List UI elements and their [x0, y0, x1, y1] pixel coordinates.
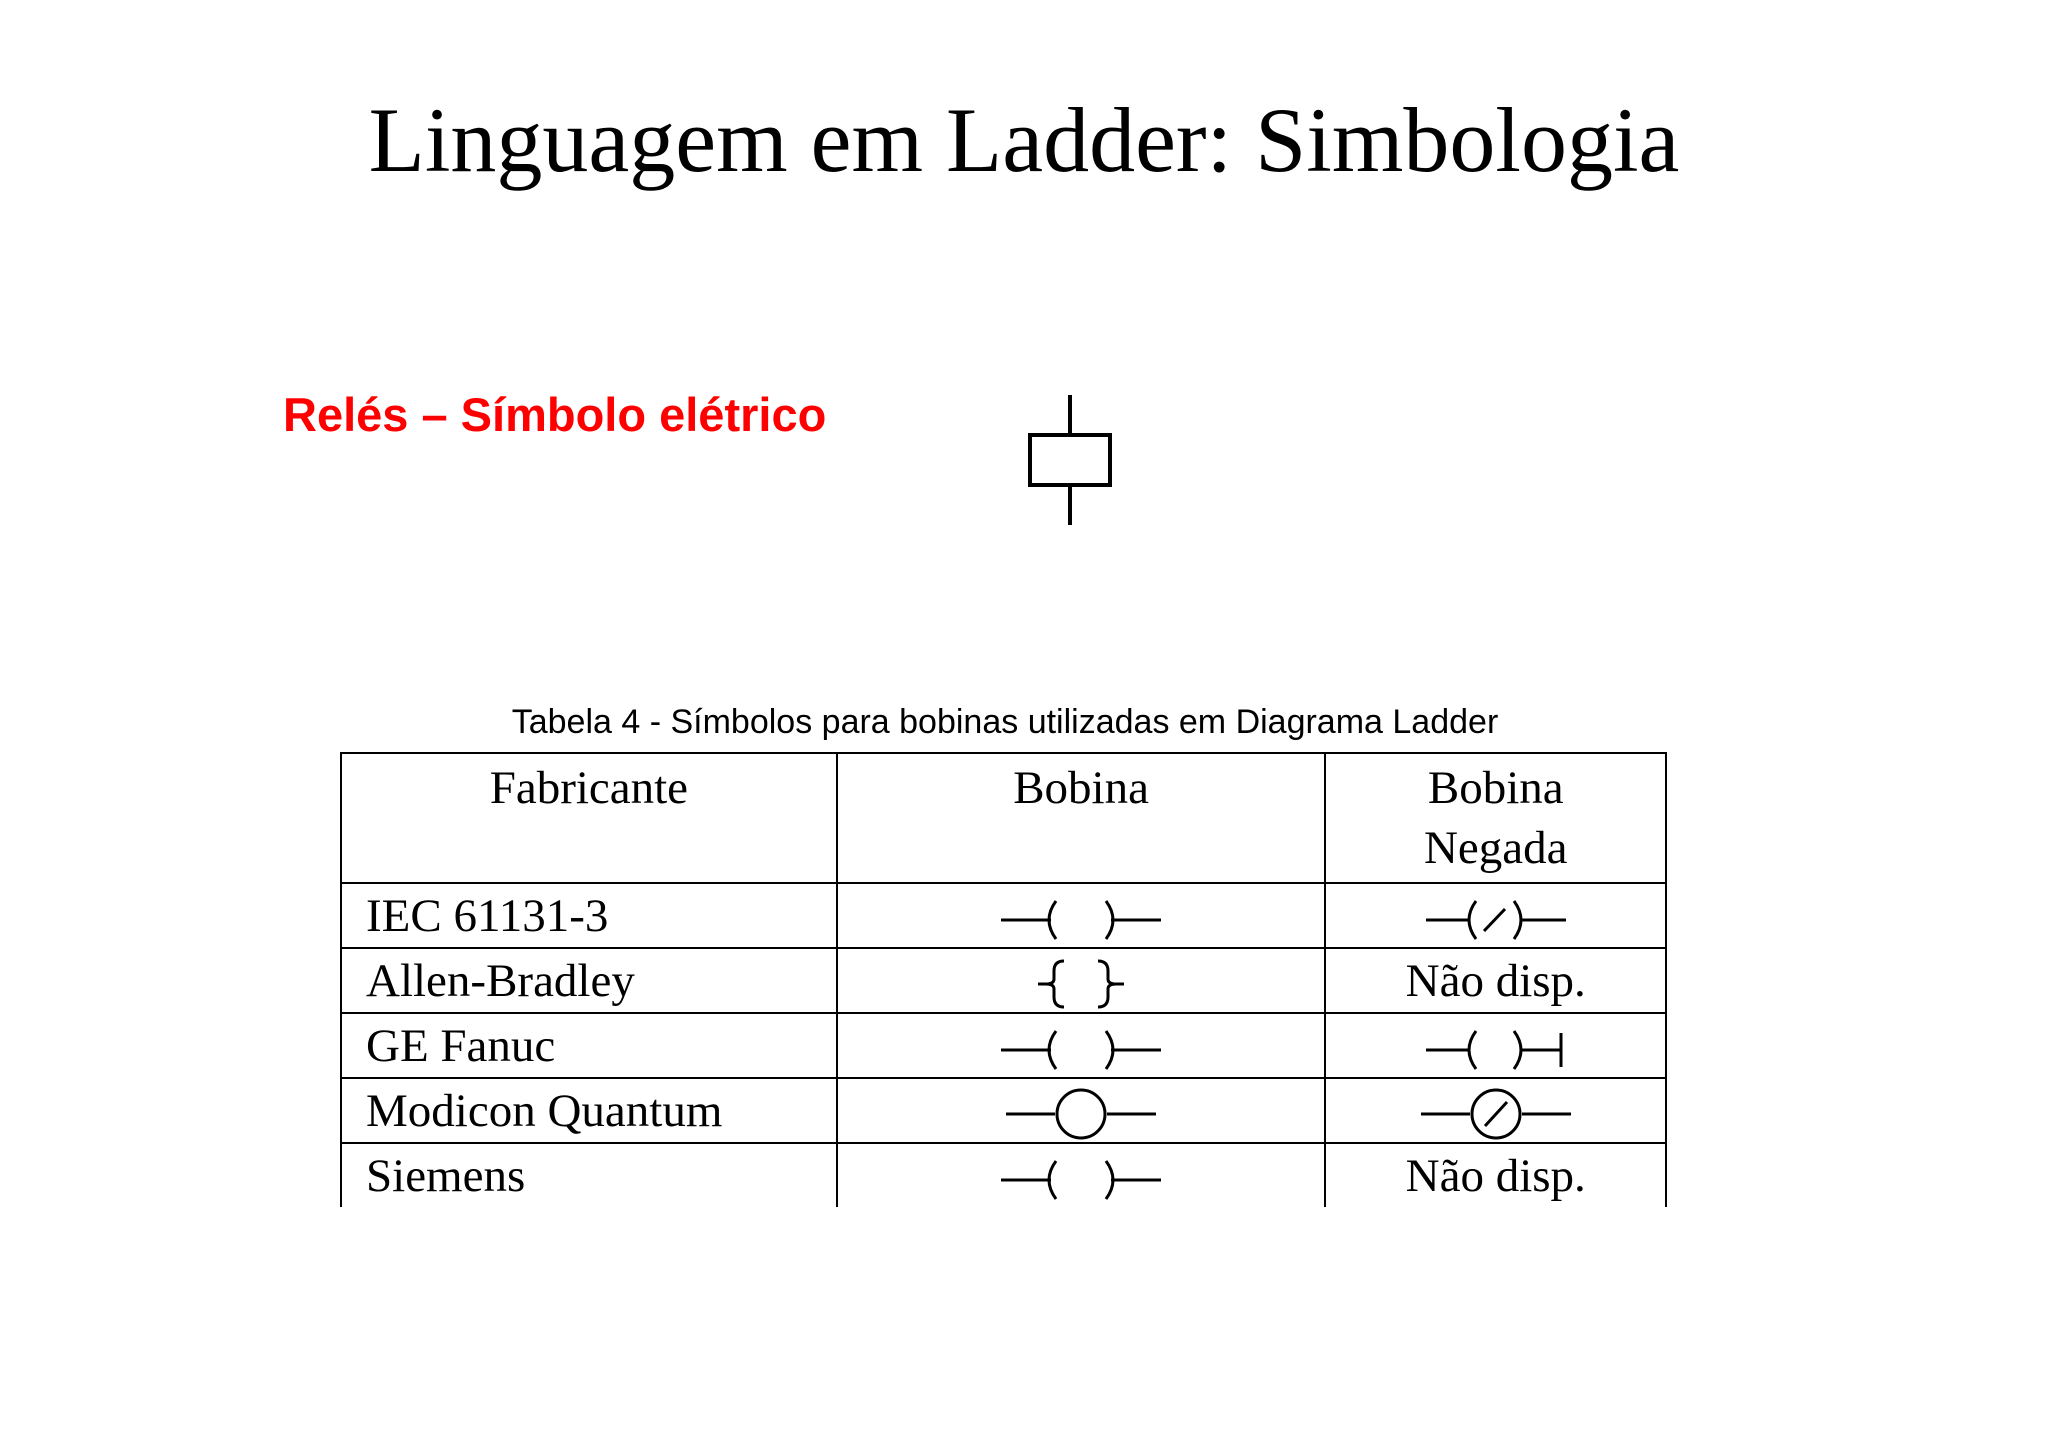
maker-cell: Modicon Quantum [341, 1078, 837, 1143]
table-row [341, 948, 1666, 1013]
maker-cell: GE Fanuc [341, 1013, 837, 1078]
header-negated-line1: Bobina [1427, 762, 1564, 814]
table-row [341, 1013, 1666, 1078]
coil-symbol-cell [837, 1013, 1326, 1078]
negated-coil-symbol-cell [1325, 1078, 1666, 1143]
relay-caption: Relés – Símbolo elétrico [283, 388, 827, 441]
coil-parentheses-icon [996, 1025, 1166, 1075]
coil-symbol-cell [837, 883, 1326, 948]
table-row [341, 1078, 1666, 1143]
coil-braces-icon [1026, 957, 1136, 1011]
negated-coil-symbol-cell [1325, 883, 1666, 948]
coil-parentheses-icon [996, 895, 1166, 945]
coil-circle-icon [1001, 1087, 1161, 1141]
coil-symbol-cell [837, 1078, 1326, 1143]
negated-coil-text-cell: Não disp. [1325, 948, 1666, 1013]
negated-coil-text-cell: Não disp. [1325, 1143, 1666, 1207]
maker-cell: Allen-Bradley [341, 948, 837, 1013]
coil-symbol-cell [837, 948, 1326, 1013]
header-negated-line2: Negada [1423, 822, 1568, 874]
table-row [341, 1143, 1666, 1207]
coil-negated-slash-icon [1421, 895, 1571, 945]
maker-cell: Siemens [341, 1143, 837, 1207]
negated-coil-symbol-cell [1325, 1013, 1666, 1078]
coil-circle-slash-icon [1416, 1087, 1576, 1141]
header-coil: Bobina [837, 753, 1326, 883]
relay-coil-icon [1010, 390, 1130, 530]
coil-parentheses-icon [996, 1155, 1166, 1205]
coil-symbols-table [340, 752, 1667, 1207]
table-header-row [341, 753, 1666, 883]
header-maker: Fabricante [341, 753, 837, 883]
coil-negated-bar-icon [1421, 1025, 1571, 1075]
coil-symbol-cell [837, 1143, 1326, 1207]
table-caption: Tabela 4 - Símbolos para bobinas utilizadas em Diagrama Ladder [511, 703, 1499, 741]
slide-title: Linguagem em Ladder: Simbologia [368, 89, 1680, 191]
maker-cell: IEC 61131-3 [341, 883, 837, 948]
table-row [341, 883, 1666, 948]
header-negated-coil [1325, 753, 1666, 883]
